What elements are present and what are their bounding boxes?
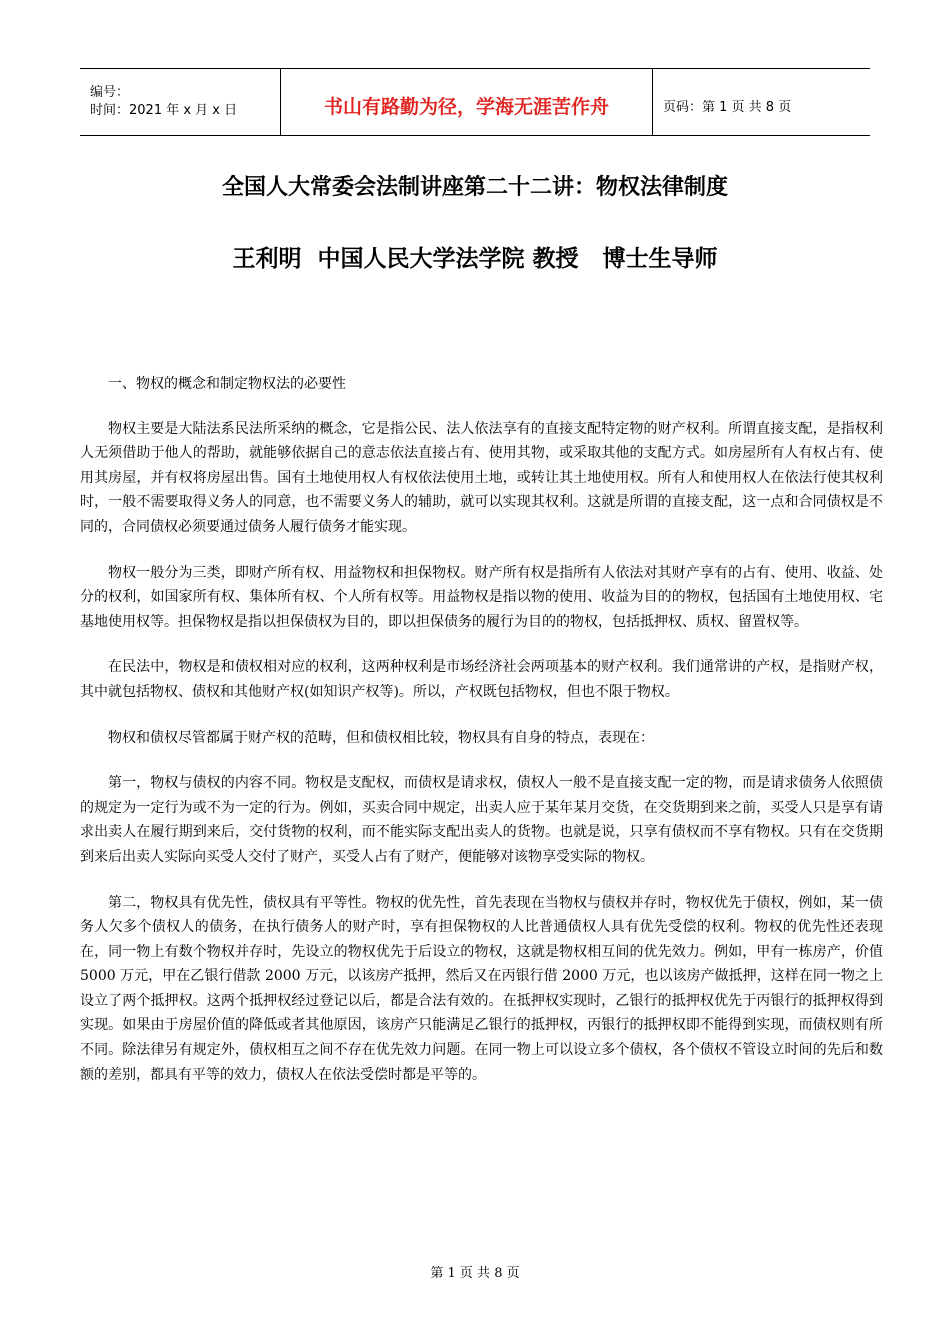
paragraph: 物权一般分为三类，即财产所有权、用益物权和担保物权。财产所有权是指所有人依法对其财产享有的占有、使用、收益、处分的权利，如国家所有权、集体所有权、个人所有权等。用益物权是指以物的使用、收益为目的的物权，包括国有土地使用权、宅基地使用权等。担保物权是指以担保债权为目的，即以担保债务的履行为目的的物权，包括抵押权、质权、留置权等。: [80, 564, 883, 630]
header-meta-cell: [80, 69, 281, 135]
header-page-cell: [653, 69, 870, 135]
paragraph: 物权主要是大陆法系民法所采纳的概念，它是指公民、法人依法享有的直接支配特定物的财产权利。所谓直接支配，是指权利人无须借助于他人的帮助，就能够依据自己的意志依法直接占有、使用其物，或采取其他的支配方式。如房屋所有人有权占有、使用其房屋，并有权将房屋出售。国有土地使用权人有权依法使用土地，或转让其土地使用权。所有人和使用权人在依法行使其权利时，一般不需要取得义务人的同意，也不需要义务人的辅助，就可以实现其权利。这就是所谓的直接支配，这一点和合同债权是不同的，合同债权必须要通过债务人履行债务才能实现。: [80, 420, 883, 535]
serial-label: 编号：: [90, 85, 130, 100]
paragraph: 物权和债权尽管都属于财产权的范畴，但和债权相比较，物权具有自身的特点，表现在：: [108, 729, 654, 746]
author-line: [0, 240, 950, 273]
author-position: 教授: [532, 246, 579, 272]
paragraph: 在民法中，物权是和债权相对应的权利，这两种权利是市场经济社会两项基本的财产权利。我们通常讲的产权，是指财产权，其中就包括物权、债权和其他财产权(如知识产权等)。所以，产权既包括物权，但也不限于物权。: [80, 659, 883, 700]
time-label: 时间：2021 年 x 月 x 日: [90, 103, 238, 118]
page-title: 全国人大常委会法制讲座第二十二讲：物权法律制度: [221, 175, 728, 200]
section-heading: 一、物权的概念和制定物权法的必要性: [108, 376, 346, 392]
author-role: 博士生导师: [602, 246, 718, 272]
header-motto-cell: [281, 69, 653, 135]
author-affiliation: 中国人民大学法学院: [317, 246, 525, 272]
body-text: [80, 372, 883, 1108]
page-footer: [0, 1262, 950, 1281]
footer-page-label: 第 1 页 共 8 页: [430, 1266, 520, 1281]
header-table: [80, 68, 870, 136]
paragraph: 第二，物权具有优先性，债权具有平等性。物权的优先性，首先表现在当物权与债权并存时，物权优先于债权，例如，某一债务人欠多个债权人的债务，在执行债务人的财产时，享有担保物权的人比普通债权人具有优先受偿的权利。物权的优先性还表现在，同一物上有数个物权并存时，先设立的物权优先于后设立的物权，这就是物权相互间的优先效力。例如，甲有一栋房产，价值 5000 万元，甲在乙银行借款 2000 万元，以该房产抵押，然后又在丙银行借 2000 万元，也以该房产做抵押，这样在同一物之上设立了两个抵押权。这两个抵押权经过登记以后，都是合法有效的。在抵押权实现时，乙银行的抵押权优先于丙银行的抵押权得到实现。如果由于房屋价值的降低或者其他原因，该房产只能满足乙银行的抵押权，丙银行的抵押权即不能得到实现，而债权则有所不同。除法律另有规定外，债权相互之间不存在优先效力问题。在同一物上可以设立多个债权，各个债权不管设立时间的先后和数额的差别，都具有平等的效力，债权人在依法受偿时都是平等的。: [80, 894, 883, 1083]
header-page-label: 页码：第 1 页 共 8 页: [663, 99, 792, 115]
author-name: 王利明: [232, 246, 302, 272]
motto: 书山有路勤为径，学海无涯苦作舟: [323, 95, 609, 118]
paragraph: 第一，物权与债权的内容不同。物权是支配权，而债权是请求权，债权人一般不是直接支配一定的物，而是请求债务人依照债的规定为一定行为或不为一定的行为。例如，买卖合同中规定，出卖人应于某年某月交货，在交货期到来之前，买受人只是享有请求出卖人在履行期到来后，交付货物的权利，而不能实际支配出卖人的货物。也就是说，只享有债权而不享有物权。只有在交货期到来后出卖人实际向买受人交付了财产，买受人占有了财产，便能够对该物享受实际的物权。: [80, 775, 883, 865]
